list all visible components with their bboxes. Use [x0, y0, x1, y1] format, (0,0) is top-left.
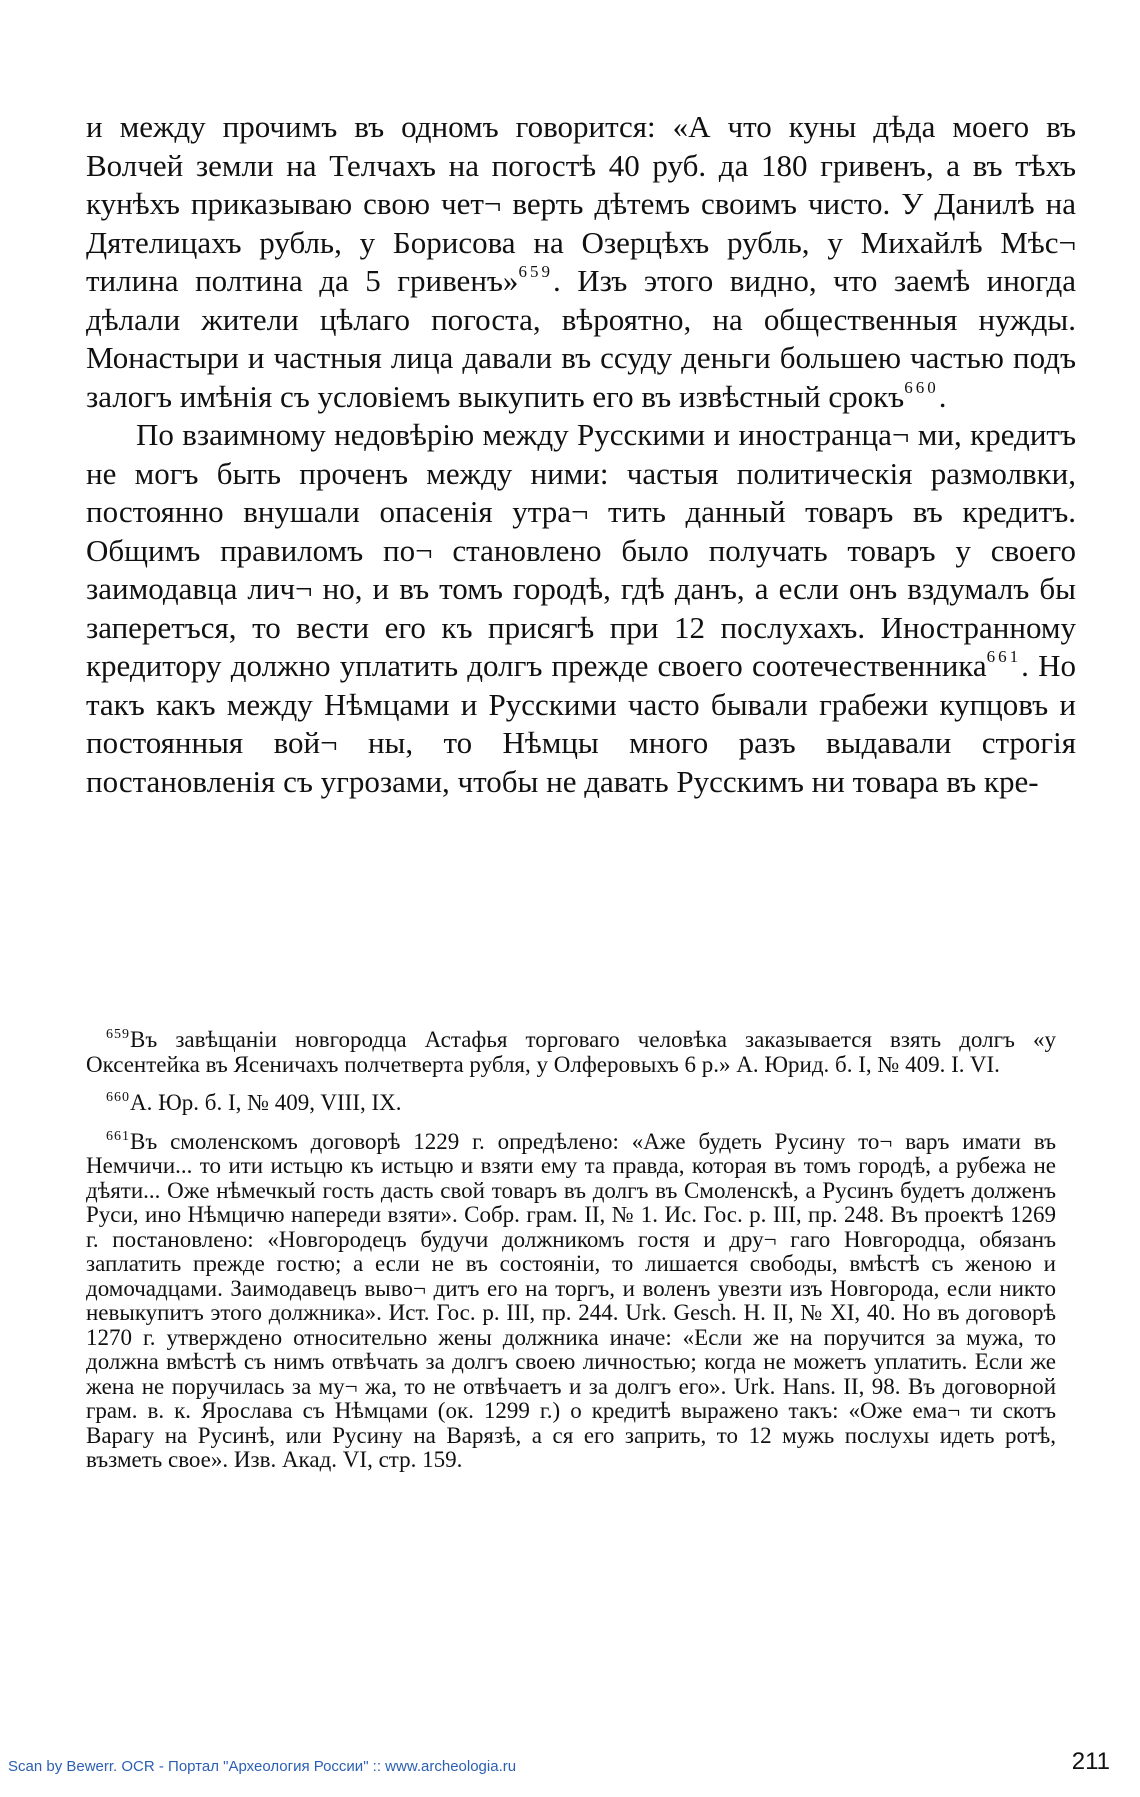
footnote-text: А. Юр. б. I, № 409, VIII, IX.: [130, 1090, 402, 1115]
footnote-660: [86, 1091, 1056, 1116]
footnote-text: Въ завѣщаніи новгородца Астафья торговаго человѣка заказывается взять долгъ «у Оксентейка въ Ясеничахъ полчетверта рубля, у Олферовыхъ 6 р.» А. Юрид. б. I, № 409. I. VI.: [86, 1027, 1056, 1077]
paragraph-1: [86, 108, 1076, 416]
paragraph-1-part-c: .: [938, 378, 947, 414]
main-text: [86, 108, 1076, 801]
footnote-ref-660[interactable]: 660: [904, 377, 939, 397]
footnote-659: [86, 1028, 1056, 1077]
footnote-ref-661[interactable]: 661: [986, 647, 1022, 666]
paragraph-2-part-b: . Но такъ какъ между Нѣмцами и Русскими часто бывали грабежи купцовъ и постоянныя вой¬ ны, то Нѣмцы много разъ выдавали строгія постановленія съ угрозами, чтобы не давать Русскимъ ни товара въ кре-: [86, 648, 1076, 799]
scan-credit-link[interactable]: Scan by Bewerr. OCR - Портал "Археология России" :: www.archeologia.ru: [8, 1758, 517, 1775]
footnote-number: 660: [106, 1090, 130, 1105]
footnote-number: 661: [106, 1128, 130, 1144]
paragraph-2-part-a: По взаимному недовѣрію между Русскими и иностранца¬ ми, кредитъ не могъ быть проченъ между ними: частыя политическія размолвки, постоянно внушали опасенія утра¬ тить данный товаръ въ кредитъ. Общимъ правиломъ по¬ становлено было получать товаръ у своего заимодавца лич¬ но, и въ томъ городѣ, гдѣ данъ, а если онъ вздумалъ бы заперетъся, то вести его къ присягѣ при 12 послухахъ. Иностранному кредитору должно уплатить долгъ прежде своего соотечественника: [86, 417, 1076, 683]
footnote-number: 659: [106, 1027, 130, 1042]
paragraph-1-part-a: и между прочимъ въ одномъ говорится: «А что куны дѣда моего въ Волчей земли на Телчахъ на погостѣ 40 руб. да 180 гривенъ, а въ тѣхъ кунѣхъ приказываю свою чет¬ верть дѣтемъ своимъ чисто. У Данилѣ на Дятелицахъ рубль, у Борисова на Озерцѣхъ рубль, у Михайлѣ Мѣс¬ тилина полтина да 5 гривенъ»: [86, 109, 1076, 298]
footnote-661: [86, 1130, 1056, 1473]
footnote-ref-659[interactable]: 659: [518, 262, 553, 281]
footnote-text: Въ смоленскомъ договорѣ 1229 г. опредѣлено: «Аже будеть Русину то¬ варъ имати въ Немчичи... то ити истьцю къ истьцю и взяти ему та правда, которая въ томъ городѣ, а рубежа не дѣяти... Оже нѣмечкый гость дасть свой товаръ въ долгъ въ Смоленскѣ, а Русинъ будетъ долженъ Руси, ино Нѣмцичю напереди взяти». Собр. грам. II, № 1. Ис. Гос. р. III, пр. 248. Въ проектѣ 1269 г. постановлено: «Новгородецъ будучи должникомъ гостя и дру¬ гаго Новгородца, обязанъ заплатить прежде гостю; а если не въ состояніи, то лишается свободы, вмѣстѣ съ женою и домочадцами. Заимодавецъ выво¬ дитъ его на торгъ, и воленъ увезти изъ Новгорода, если никто невыкупитъ этого должника». Ист. Гос. р. III, пр. 244. Urk. Gesch. Н. II, № XI, 40. Но въ договорѣ 1270 г. утверждено относительно жены должника иначе: «Если же на поручится за мужа, то должна вмѣстѣ съ нимъ отвѣчать за долгъ своею личностью; когда не можетъ уплатить. Если же жена не поручилась за му¬ жа, то не отвѣчаетъ и за долгъ его». Urk. Hans. II, 98. Въ договорной грам. в. к. Ярослава съ Нѣмцами (ок. 1299 г.) о кредитѣ выражено такъ: «Оже ема¬ ти скотъ Варагу на Русинѣ, или Русину на Варязѣ, а ся его заприть, то 12 мужь послухы идеть ротѣ, възметь свое». Изв. Акад. VI, стр. 159.: [86, 1128, 1056, 1472]
page-number: 211: [1071, 1748, 1110, 1775]
paragraph-1-part-b: . Изъ этого видно, что заемѣ иногда дѣлали жители цѣлаго погоста, вѣроятно, на общественныя нужды. Монастыри и частныя лица давали въ ссуду деньги большею частью подъ залогъ имѣнія съ условіемъ выкупить его въ извѣстный срокъ: [86, 263, 1076, 414]
footnotes: [86, 1028, 1056, 1487]
paragraph-2: [86, 416, 1076, 801]
